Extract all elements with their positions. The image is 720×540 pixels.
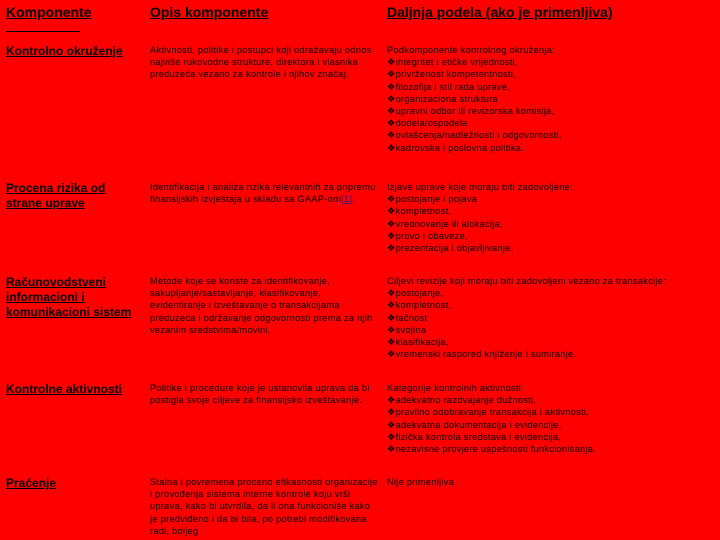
subdivision-line: ❖vremenski raspored knjiženje i sumiranje. [387,349,577,360]
component-subdivision [387,476,717,488]
subdivision-line: Kategorije kontrolnih aktivnosti: [387,383,524,393]
subdivision-line: ❖postojanje i pojava [387,194,478,205]
subdivision-line: ❖kadrovska i poslovna politika. [387,142,525,153]
component-description: Metode koje se koriste za identifikovanje, sakupljanje/sastavljanje, klasifikovanje, evidentiranje i izveštavanje o transakcijama preduzeća i održavanje odgovornosti prema za njih vezanim sredstvima/movini. [150,276,373,335]
subdivision-line: ❖klasifikacija, [387,337,449,348]
component-name: Procena rizika od strane uprave [6,181,106,210]
subdivision-line: ❖postojanje, [387,288,444,299]
subdivision-line: ❖prezentacija i objavljivanje, [387,243,514,254]
header-opis-komponente: Opis komponente [150,4,269,20]
subdivision-line: Nije primenljiva [387,477,455,487]
subdivision-line: ❖kompletnost, [387,300,452,311]
component-description: Aktivnosti, politike i postupci koji odražavaju odnos najviše rukovodne strukture, direktora i vlasnika preduzeća vezano za kontrole i njihov značaj. [150,45,372,80]
component-description: Stalna i povremena proceno efikasnosti organizacije i provođenja sistema interne kontrole koju vrši uprava, kako bi utvrdila, da li ona funkcioniše kako je predviđeno i da bi bila, po potrebi modifikovana radi, boljeg [150,477,378,536]
description-end: . [352,194,356,205]
component-name: Praćenje [6,476,57,490]
component-subdivision [387,44,717,154]
component-name: Kontrolne aktivnosti [6,382,123,396]
description-text: Identifikacija i analiza rizika relevantnih za pripremu finansijskih izvještaja u skladu sa GAAP-om [150,182,376,205]
component-subdivision [387,181,717,254]
component-name: Kontrolno okruženje [6,44,123,58]
subdivision-line: ❖tačnost [387,312,428,323]
subdivision-line: ❖adekvatna dokumentacija i evidencije, [387,419,562,430]
component-name: Računovodstveni informacioni i komunikacioni sistem [6,275,132,319]
subdivision-line: ❖ovlašćenja/nadležnosti i odgovornosti, [387,130,562,141]
subdivision-line: Ciljevi revizije koji moraju biti zadovoljeni vezano za transakcije: [387,276,666,286]
component-subdivision [387,382,717,455]
subdivision-line: ❖vrednovanje ili alokacija, [387,218,503,229]
component-subdivision [387,275,717,360]
subdivision-line: Podkomponente kontrolnog okruženja: [387,45,555,55]
subdivision-line: ❖svojina [387,324,427,335]
subdivision-line: ❖upravni odbor ili revizorska komisija, [387,106,555,117]
subdivision-line: ❖provo i obaveze, [387,230,468,241]
header-underline-divider [6,31,80,32]
subdivision-line: ❖dodela/ospodela [387,118,468,129]
footnote-link[interactable]: [1] [341,194,353,205]
component-description: Politike i procedure koje je ustanovila uprava da bi postigla svoje ciljeve za finansijsko izveštavanje. [150,383,370,406]
subdivision-line: ❖pravilno odobravanje transakcija i aktivnosti, [387,407,589,418]
subdivision-line: ❖integritet i etičke vrijednosti, [387,57,518,68]
subdivision-line: Izjave uprave koje moraju biti zadovoljene: [387,182,573,192]
component-description [150,181,378,205]
subdivision-line: ❖kompletnost, [387,206,452,217]
subdivision-line: ❖fizička kontrola sredstava i evidencija, [387,431,562,442]
subdivision-line: ❖privrženost kompetentnosti, [387,69,517,80]
subdivision-line: ❖organizaciona struktura [387,93,498,104]
subdivision-line: ❖filozofija i stil rada uprave, [387,81,511,92]
header-komponente: Komponente [6,4,92,20]
subdivision-line: ❖nezavisne provjere uspešnosti funkcionisanja. [387,444,596,455]
header-daljnja-podela: Daljnja podela (ako je primenljiva) [387,4,613,20]
subdivision-line: ❖adekvatno razdvajanje dužnosti, [387,395,537,406]
